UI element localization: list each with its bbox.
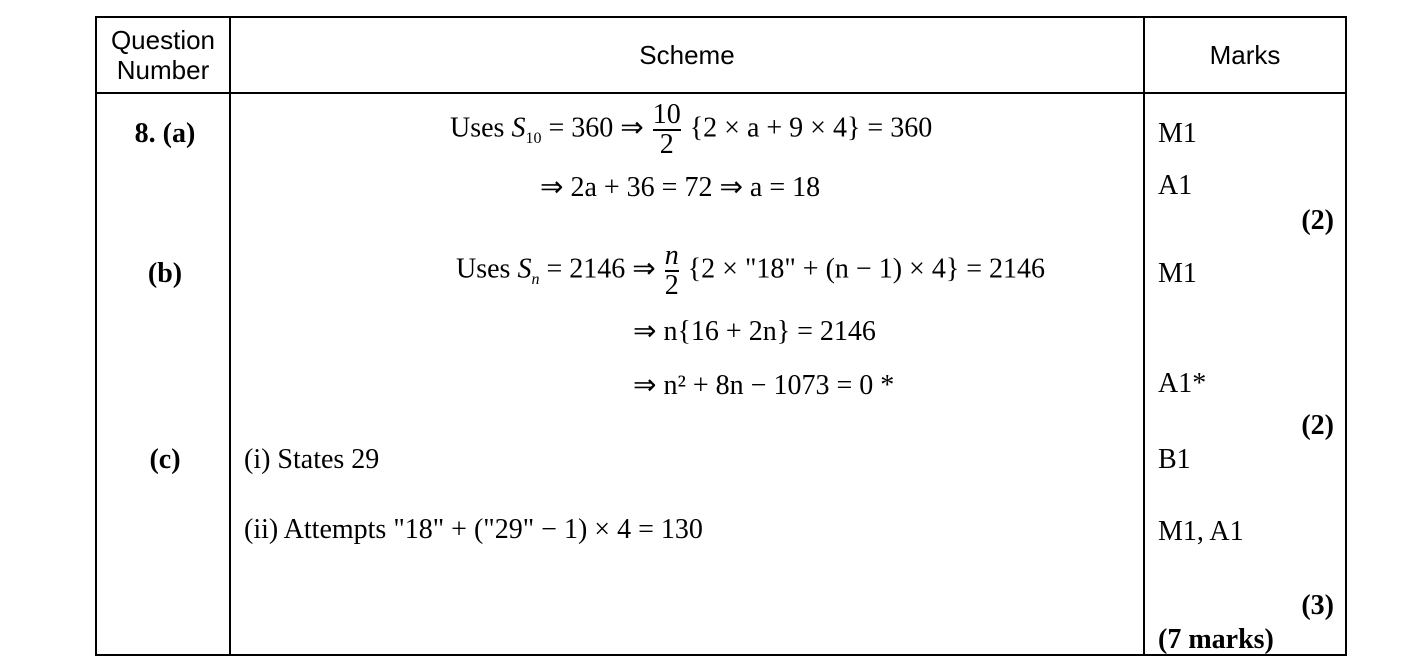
header-question-number: Question Number — [110, 25, 216, 85]
fraction-numerator: n — [664, 240, 679, 271]
question-label-b: (b) — [147, 258, 183, 289]
header-divider — [95, 92, 1347, 94]
scheme-b-line3: ⇒ n² + 8n − 1073 = 0 * — [633, 370, 895, 401]
scheme-b-line2: ⇒ n{16 + 2n} = 2146 — [633, 316, 876, 347]
fraction — [665, 242, 679, 300]
fraction-numerator: 10 — [652, 99, 681, 130]
mark-a-2: A1 — [1158, 170, 1193, 201]
question-label-a: 8. (a) — [134, 118, 196, 149]
mark-a-1: M1 — [1158, 118, 1197, 149]
mark-b-1: M1 — [1158, 258, 1197, 289]
subtotal-a: (2) — [1301, 205, 1334, 236]
column-divider — [229, 16, 231, 656]
scheme-c-line2: (ii) Attempts "18" + ("29" − 1) × 4 = 130 — [244, 514, 703, 545]
question-label-c: (c) — [149, 444, 181, 475]
mark-c-2: M1, A1 — [1158, 516, 1244, 547]
scheme-a-eq: = 360 ⇒ — [548, 112, 644, 144]
scheme-b-eq: = 2146 ⇒ — [546, 253, 656, 285]
scheme-b-line1: Uses $S_n = 2146$ ⇒ $\frac{n}{2}$ {2 × "18" + (n − 1) × 4} = 2146 — [456, 240, 1046, 301]
subtotal-b: (2) — [1301, 410, 1334, 441]
scheme-a-line2: ⇒ 2a + 36 = 72 ⇒ a = 18 — [540, 172, 821, 203]
scheme-a-tail: {2 × a + 9 × 4} = 360 — [689, 112, 933, 144]
scheme-a-uses: Uses — [450, 112, 505, 144]
total-marks: (7 marks) — [1158, 624, 1274, 655]
scheme-c-line1: (i) States 29 — [244, 444, 380, 475]
subtotal-c: (3) — [1301, 590, 1334, 621]
fraction-denominator: 2 — [653, 129, 681, 159]
mark-c-1: B1 — [1158, 444, 1191, 475]
scheme-b-tail: {2 × "18" + (n − 1) × 4} = 2146 — [687, 253, 1046, 285]
header-scheme: Scheme — [639, 40, 735, 70]
scheme-a-line1: Uses $S_{10} = 360$ ⇒ $\frac{10}{2}$ {2 × a + 9 × 4} = 360 — [450, 99, 933, 160]
fraction — [653, 101, 681, 159]
scheme-b-uses: Uses — [456, 253, 511, 285]
column-divider — [1143, 16, 1145, 656]
header-marks: Marks — [1209, 40, 1281, 70]
mark-b-3: A1* — [1158, 368, 1207, 399]
fraction-denominator: 2 — [664, 270, 679, 301]
